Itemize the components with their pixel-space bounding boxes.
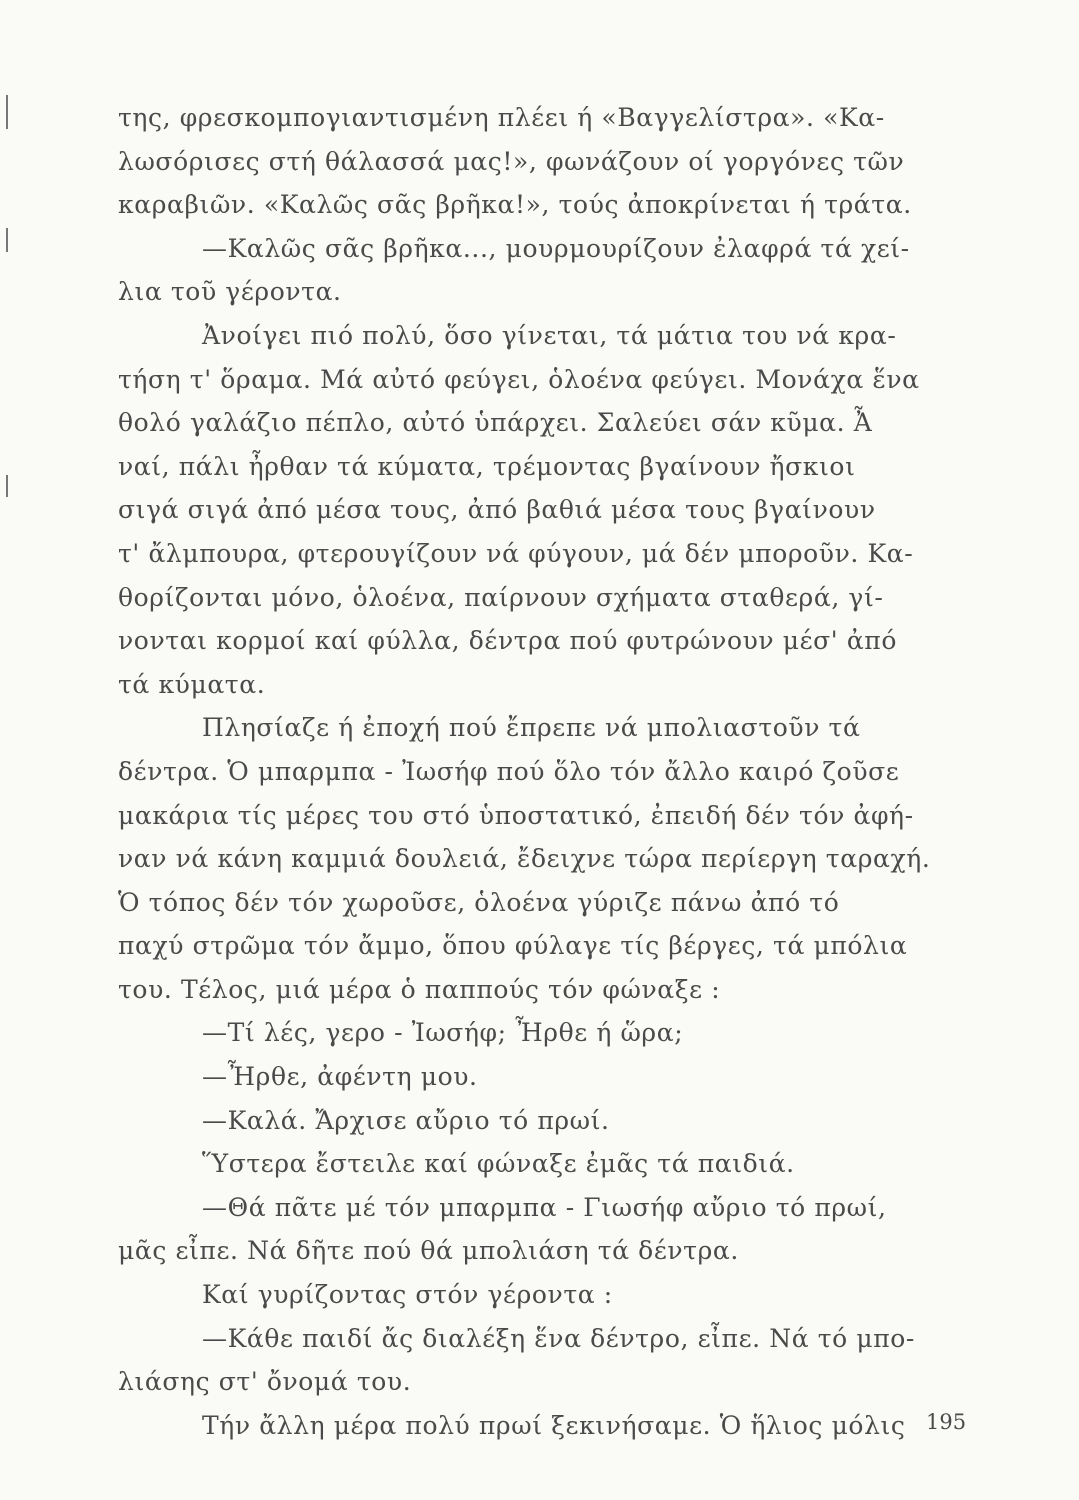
- text-line: —Κάθε παιδί ἄς διαλέξη ἕνα δέντρο, εἶπε. Νά τό μπο-: [202, 1323, 915, 1353]
- text-line: τ' ἄλμπουρα, φτερουγίζουν νά φύγουν, μά δέν μποροῦν. Κα-: [118, 538, 914, 568]
- text-line: λιάσης στ' ὄνομά του.: [118, 1367, 412, 1397]
- text-line: Πλησίαζε ή ἐποχή πού ἔπρεπε νά μπολιαστοῦν τά: [202, 713, 861, 743]
- left-margin-mark: [6, 475, 8, 497]
- text-line: Ἀνοίγει πιό πολύ, ὅσο γίνεται, τά μάτια του νά κρα-: [202, 320, 897, 350]
- text-line: του. Τέλος, μιά μέρα ὁ παππούς τόν φώναξε :: [118, 974, 721, 1004]
- text-line: νονται κορμοί καί φύλλα, δέντρα πού φυτρώνουν μέσ' ἀπό: [118, 626, 897, 656]
- text-line: ναί, πάλι ἦρθαν τά κύματα, τρέμοντας βγαίνουν ἤσκιοι: [118, 451, 856, 481]
- left-margin-mark: [6, 228, 8, 252]
- text-line: θορίζονται μόνο, ὁλοένα, παίρνουν σχήματα σταθερά, γί-: [118, 582, 884, 612]
- text-line: —Ἦρθε, ἀφέντη μου.: [202, 1062, 478, 1092]
- text-line: Ὕστερα ἔστειλε καί φώναξε ἐμᾶς τά παιδιά.: [202, 1149, 795, 1179]
- text-line: παχύ στρῶμα τόν ἄμμο, ὅπου φύλαγε τίς βέργες, τά μπόλια: [118, 931, 908, 961]
- text-line: θολό γαλάζιο πέπλο, αὐτό ὑπάρχει. Σαλεύει σάν κῦμα. Ἆ: [118, 408, 873, 438]
- page-number: 195: [926, 1410, 967, 1434]
- text-line: μᾶς εἶπε. Νά δῆτε πού θά μπολιάση τά δέντρα.: [118, 1236, 739, 1266]
- text-line: σιγά σιγά ἀπό μέσα τους, ἀπό βαθιά μέσα τους βγαίνουν: [118, 495, 876, 525]
- text-line: —Τί λές, γερο - Ἰωσήφ; Ἦρθε ή ὥρα;: [202, 1018, 684, 1048]
- text-line: Ὁ τόπος δέν τόν χωροῦσε, ὁλοένα γύριζε πάνω ἀπό τό: [118, 887, 840, 917]
- body-text: [118, 96, 976, 1447]
- text-line: ναν νά κάνη καμμιά δουλειά, ἔδειχνε τώρα περίεργη ταραχή.: [118, 844, 931, 874]
- text-line: τήση τ' ὅραμα. Μά αὐτό φεύγει, ὁλοένα φεύγει. Μονάχα ἕνα: [118, 364, 920, 394]
- text-line: της, φρεσκομπογιαντισμένη πλέει ή «Βαγγελίστρα». «Κα-: [118, 103, 885, 132]
- text-line: δέντρα. Ὁ μπαρμπα - Ἰωσήφ πού ὅλο τόν ἄλλο καιρό ζοῦσε: [118, 756, 900, 786]
- text-line: λια τοῦ γέροντα.: [118, 277, 342, 307]
- text-line: —Καλῶς σᾶς βρῆκα..., μουρμουρίζουν ἐλαφρά τά χεί-: [202, 233, 910, 263]
- text-line: —Καλά. Ἄρχισε αὔριο τό πρωί.: [202, 1105, 610, 1135]
- text-line: Τήν ἄλλη μέρα πολύ πρωί ξεκινήσαμε. Ὁ ἥλιος μόλις: [202, 1410, 906, 1440]
- text-line: λωσόρισες στή θάλασσά μας!», φωνάζουν οί γοργόνες τῶν: [118, 146, 905, 176]
- left-margin-mark: [6, 95, 8, 129]
- text-line: τά κύματα.: [118, 669, 266, 699]
- text-line: καραβιῶν. «Καλῶς σᾶς βρῆκα!», τούς ἀποκρίνεται ή τράτα.: [118, 190, 912, 220]
- text-line: Καί γυρίζοντας στόν γέροντα :: [202, 1280, 613, 1310]
- text-line: —Θά πᾶτε μέ τόν μπαρμπα - Γιωσήφ αὔριο τό πρωί,: [202, 1192, 887, 1222]
- text-line: μακάρια τίς μέρες του στό ὑποστατικό, ἐπειδή δέν τόν ἀφή-: [118, 800, 914, 830]
